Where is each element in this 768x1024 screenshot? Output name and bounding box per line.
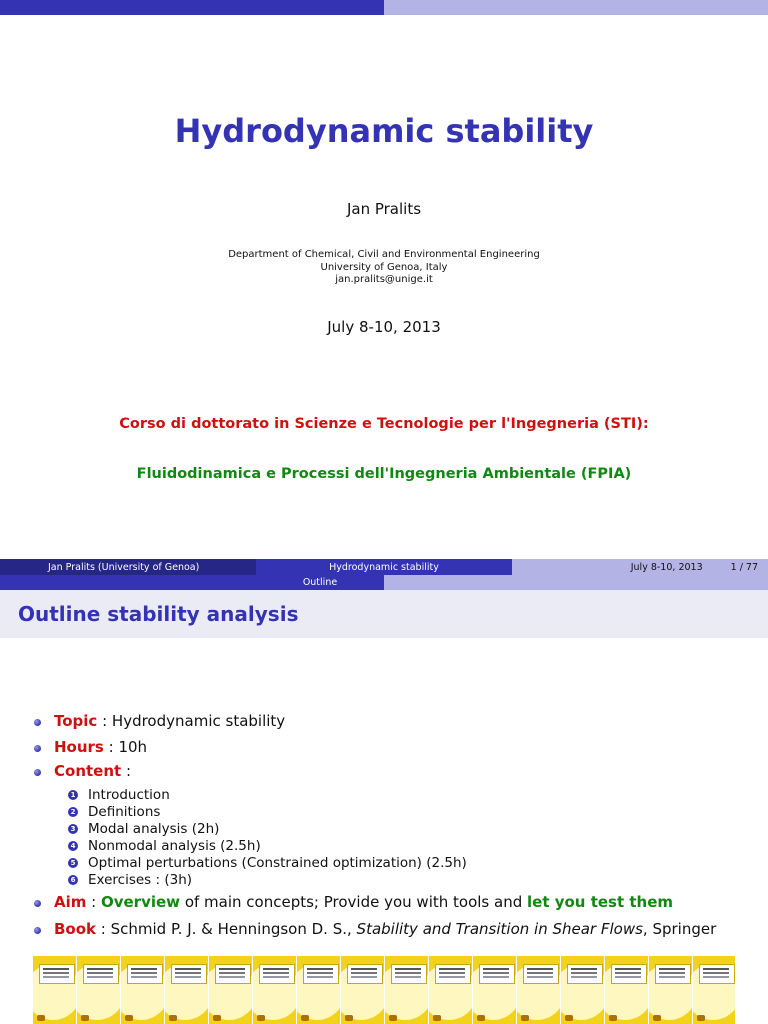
list-item-topic [34,712,754,738]
book-cover-image [649,956,692,1024]
presentation-title: Hydrodynamic stability [174,112,594,150]
book-cover-image [693,956,735,1024]
book-cover-image [77,956,120,1024]
content-label: Content [54,762,122,780]
enum-ball-icon: 3 [68,824,78,834]
list-item [68,854,467,871]
enum-ball-icon: 2 [68,807,78,817]
institute-university: University of Genoa, Italy [320,261,448,273]
book-cover-image [517,956,560,1024]
hours-value: 10h [118,738,148,756]
aim-highlight-overview: Overview [100,893,181,911]
book-cover-image [385,956,428,1024]
frame-title: Outline stability analysis [0,590,768,638]
book-label: Book [54,920,97,938]
course-line-fpia: Fluidodinamica e Processi dell'Ingegneria Ambientale (FPIA) [136,466,632,482]
list-item [68,820,467,837]
book-cover-image [165,956,208,1024]
footer-author: Jan Pralits (University of Genoa) [0,559,256,575]
section-nav-bar [0,575,768,590]
bullet-icon [34,745,41,752]
course-line-sti: Corso di dottorato in Scienze e Tecnologie per l'Ingegneria (STI): [119,416,649,432]
aim-label: Aim [54,893,87,911]
list-item [68,837,467,854]
book-cover-image [209,956,252,1024]
institute-email[interactable]: jan.pralits@unige.it [335,274,433,285]
list-item [68,803,467,820]
top-header-bar-right [384,0,768,15]
book-cover-image [561,956,604,1024]
aim-text: of main concepts; Provide you with tools and [180,893,527,911]
aim-highlight-test: let you test them [527,893,674,911]
list-item-content [34,762,754,782]
content-sep: : [121,762,132,780]
book-cover-image [605,956,648,1024]
footer-page-number: 1 / 77 [730,561,758,573]
section-nav-outline[interactable]: Outline [256,575,384,590]
book-title: Stability and Transition in Shear Flows [356,920,643,938]
book-cover-image [33,956,76,1024]
sublist-text: Optimal perturbations (Constrained optimization) (2.5h) [88,854,467,871]
section-nav-left [0,575,256,590]
list-item [68,871,467,888]
top-header-bar [0,0,768,15]
bullet-icon [34,719,41,726]
top-header-bar-left [0,0,384,15]
footer-title: Hydrodynamic stability [256,559,512,575]
enum-ball-icon: 1 [68,790,78,800]
book-cover-strip [33,956,735,1024]
book-sep: : [96,920,111,938]
institute-department: Department of Chemical, Civil and Environmental Engineering [228,249,540,260]
book-cover-image [253,956,296,1024]
list-item [68,786,467,803]
bullet-icon [34,900,41,907]
book-cover-image [121,956,164,1024]
author-name: Jan Pralits [346,200,422,218]
enum-ball-icon: 5 [68,858,78,868]
book-cover-image [473,956,516,1024]
outline-list [34,712,754,782]
hours-label: Hours [54,738,104,756]
sublist-text: Introduction [88,786,170,803]
slide-footer [0,559,768,575]
book-cover-image [297,956,340,1024]
section-nav-right [384,575,768,590]
book-cover-image [429,956,472,1024]
sublist-text: Definitions [88,803,161,820]
aim-sep: : [86,893,101,911]
enum-ball-icon: 4 [68,841,78,851]
presentation-date: July 8-10, 2013 [327,318,441,336]
topic-value: Hydrodynamic stability [111,712,286,730]
sublist-text: Exercises : (3h) [88,871,193,888]
topic-label: Topic [54,712,98,730]
list-item-book [34,920,768,938]
topic-sep: : [97,712,112,730]
bullet-icon [34,927,41,934]
list-item-hours [34,738,754,762]
institute-block [0,249,768,287]
book-cover-image [341,956,384,1024]
footer-date-page [512,559,768,575]
hours-sep: : [103,738,119,756]
footer-date: July 8-10, 2013 [630,561,703,573]
sublist-text: Nonmodal analysis (2.5h) [88,837,261,854]
list-item-aim [34,893,768,911]
sublist-text: Modal analysis (2h) [88,820,220,837]
book-authors: Schmid P. J. & Henningson D. S., [110,920,357,938]
bullet-icon [34,769,41,776]
enum-ball-icon: 6 [68,875,78,885]
content-sublist [68,786,467,888]
book-publisher: , Springer [642,920,717,938]
